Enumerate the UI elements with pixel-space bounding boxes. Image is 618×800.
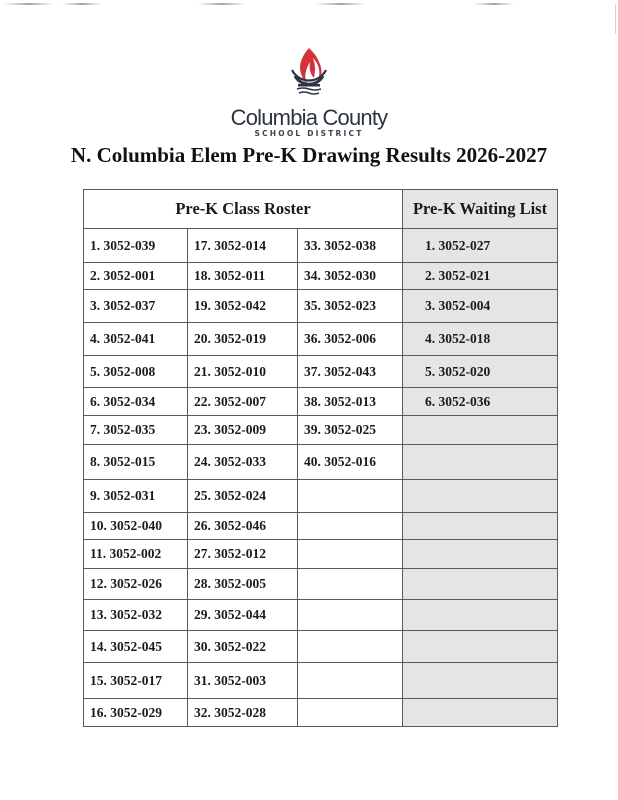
- waiting-cell: [403, 631, 558, 663]
- torch-flame-icon: [286, 46, 332, 106]
- roster-cell: 34. 3052-030: [298, 263, 403, 290]
- waiting-cell: [403, 480, 558, 513]
- table-row: [84, 323, 558, 356]
- scan-artifact: [615, 4, 616, 34]
- waiting-cell: 1. 3052-027: [403, 229, 558, 263]
- page-title: N. Columbia Elem Pre-K Drawing Results 2026-2027: [70, 143, 548, 167]
- roster-header: Pre-K Class Roster: [84, 190, 403, 229]
- waiting-cell: [403, 699, 558, 727]
- roster-cell: 33. 3052-038: [298, 229, 403, 263]
- roster-cell: 24. 3052-033: [188, 445, 298, 480]
- roster-cell: 39. 3052-025: [298, 416, 403, 445]
- roster-cell: 40. 3052-016: [298, 445, 403, 480]
- district-name: Columbia County: [230, 105, 388, 130]
- scan-artifact: [316, 3, 366, 5]
- roster-cell: 14. 3052-045: [84, 631, 188, 663]
- roster-cell: [298, 663, 403, 699]
- table-row: [84, 699, 558, 727]
- roster-cell: [298, 569, 403, 600]
- waiting-cell: [403, 416, 558, 445]
- roster-cell: [298, 540, 403, 569]
- district-logo: [0, 46, 618, 138]
- roster-cell: 12. 3052-026: [84, 569, 188, 600]
- roster-cell: 4. 3052-041: [84, 323, 188, 356]
- roster-cell: 10. 3052-040: [84, 513, 188, 540]
- table-row: [84, 263, 558, 290]
- waiting-cell: [403, 513, 558, 540]
- roster-cell: [298, 480, 403, 513]
- waiting-cell: 4. 3052-018: [403, 323, 558, 356]
- waiting-cell: 2. 3052-021: [403, 263, 558, 290]
- roster-cell: 35. 3052-023: [298, 290, 403, 323]
- roster-cell: 16. 3052-029: [84, 699, 188, 727]
- roster-cell: 27. 3052-012: [188, 540, 298, 569]
- roster-cell: 22. 3052-007: [188, 388, 298, 416]
- scan-artifact: [62, 3, 102, 5]
- table-row: [84, 445, 558, 480]
- waiting-cell: [403, 600, 558, 631]
- scan-artifact: [198, 3, 246, 5]
- roster-cell: 21. 3052-010: [188, 356, 298, 388]
- table-row: [84, 569, 558, 600]
- district-subtitle: SCHOOL DISTRICT: [254, 129, 364, 138]
- roster-cell: 36. 3052-006: [298, 323, 403, 356]
- table-row: [84, 356, 558, 388]
- roster-cell: 7. 3052-035: [84, 416, 188, 445]
- roster-cell: [298, 600, 403, 631]
- waiting-cell: [403, 540, 558, 569]
- roster-cell: 17. 3052-014: [188, 229, 298, 263]
- roster-cell: 30. 3052-022: [188, 631, 298, 663]
- scan-artifact: [4, 3, 54, 5]
- roster-cell: 13. 3052-032: [84, 600, 188, 631]
- roster-cell: 2. 3052-001: [84, 263, 188, 290]
- roster-cell: 8. 3052-015: [84, 445, 188, 480]
- table-row: [84, 229, 558, 263]
- roster-cell: 9. 3052-031: [84, 480, 188, 513]
- roster-cell: 32. 3052-028: [188, 699, 298, 727]
- roster-cell: 23. 3052-009: [188, 416, 298, 445]
- waiting-cell: 3. 3052-004: [403, 290, 558, 323]
- table-row: [84, 480, 558, 513]
- roster-cell: [298, 631, 403, 663]
- table-row: [84, 416, 558, 445]
- scan-artifact: [474, 3, 514, 5]
- roster-cell: 5. 3052-008: [84, 356, 188, 388]
- table-row: [84, 513, 558, 540]
- roster-cell: 37. 3052-043: [298, 356, 403, 388]
- waiting-list-header: Pre-K Waiting List: [403, 190, 558, 229]
- table-row: [84, 388, 558, 416]
- roster-cell: 38. 3052-013: [298, 388, 403, 416]
- table-row: [84, 631, 558, 663]
- roster-cell: 3. 3052-037: [84, 290, 188, 323]
- roster-cell: 29. 3052-044: [188, 600, 298, 631]
- roster-cell: 15. 3052-017: [84, 663, 188, 699]
- roster-cell: 18. 3052-011: [188, 263, 298, 290]
- waiting-cell: [403, 569, 558, 600]
- drawing-results-table: [83, 189, 558, 727]
- table-row: [84, 600, 558, 631]
- roster-cell: 11. 3052-002: [84, 540, 188, 569]
- roster-cell: 31. 3052-003: [188, 663, 298, 699]
- roster-cell: 19. 3052-042: [188, 290, 298, 323]
- roster-cell: 26. 3052-046: [188, 513, 298, 540]
- roster-cell: 6. 3052-034: [84, 388, 188, 416]
- roster-cell: [298, 513, 403, 540]
- waiting-cell: 5. 3052-020: [403, 356, 558, 388]
- table-header-row: [84, 190, 558, 229]
- roster-cell: 20. 3052-019: [188, 323, 298, 356]
- waiting-cell: [403, 445, 558, 480]
- roster-cell: 25. 3052-024: [188, 480, 298, 513]
- roster-cell: 1. 3052-039: [84, 229, 188, 263]
- roster-cell: 28. 3052-005: [188, 569, 298, 600]
- waiting-cell: [403, 663, 558, 699]
- waiting-cell: 6. 3052-036: [403, 388, 558, 416]
- table-row: [84, 540, 558, 569]
- table-row: [84, 290, 558, 323]
- roster-cell: [298, 699, 403, 727]
- table-row: [84, 663, 558, 699]
